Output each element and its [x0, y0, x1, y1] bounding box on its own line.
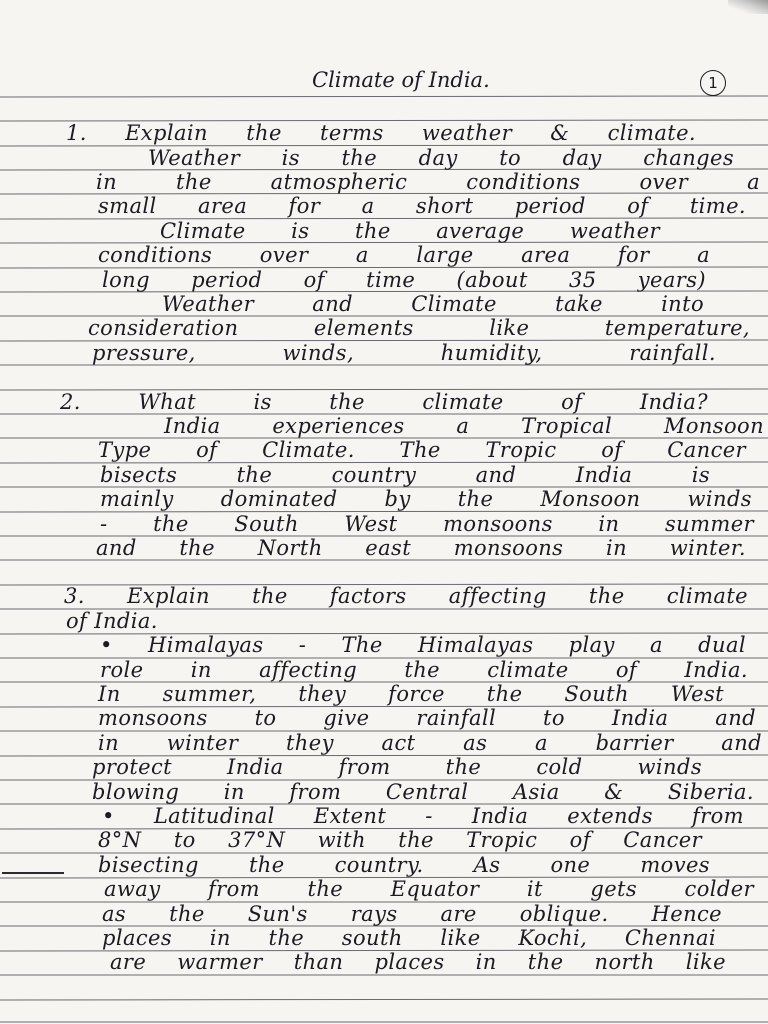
text-line: of India.: [66, 609, 158, 633]
text-line: places in the south like Kochi, Chennai: [102, 926, 716, 950]
text-line: away from the Equator it gets colder: [104, 877, 754, 901]
bullet-himalayas: • Himalayas - The Himalayas play a dual: [100, 633, 746, 657]
text-line: - the South West monsoons in summer: [100, 512, 754, 536]
text-line: bisects the country and India is: [100, 463, 710, 487]
text-line: 8°N to 37°N with the Tropic of Cancer: [98, 828, 702, 852]
question-2: 2. What is the climate of India?: [60, 390, 708, 414]
question-3: 3. Explain the factors affecting the climate: [64, 584, 748, 608]
text-line: small area for a short period of time.: [98, 194, 746, 218]
bullet-latitudinal-extent: • Latitudinal Extent - India extends from: [102, 804, 744, 828]
text-line: and the North east monsoons in winter.: [96, 536, 746, 560]
text-line: as the Sun's rays are oblique. Hence: [102, 902, 722, 926]
text-line: Weather is the day to day changes: [148, 146, 734, 170]
text-line: conditions over a large area for a: [98, 243, 710, 267]
text-line: India experiences a Tropical Monsoon: [164, 414, 764, 438]
text-line: in winter they act as a barrier and: [98, 731, 762, 755]
text-line: blowing in from Central Asia & Siberia.: [92, 780, 754, 804]
text-line: consideration elements like temperature,: [88, 316, 750, 340]
text-line: are warmer than places in the north like: [110, 950, 726, 974]
text-line: mainly dominated by the Monsoon winds: [100, 487, 752, 511]
text-line: pressure, winds, humidity, rainfall.: [92, 341, 716, 365]
question-1: 1. Explain the terms weather & climate.: [66, 121, 696, 145]
text-line: Climate is the average weather: [160, 219, 660, 243]
page-number-circle: 1: [700, 70, 726, 96]
text-line: bisecting the country. As one moves: [98, 853, 710, 877]
text-line: in the atmospheric conditions over a: [96, 170, 760, 194]
text-line: long period of time (about 35 years): [102, 268, 706, 292]
text-line: Weather and Climate take into: [162, 292, 704, 316]
text-line: role in affecting the climate of India.: [100, 658, 748, 682]
text-line: Type of Climate. The Tropic of Cancer: [98, 438, 746, 462]
text-line: protect India from the cold winds: [92, 755, 702, 779]
page-corner-shadow: [728, 0, 768, 14]
page-title: Climate of India.: [312, 68, 490, 92]
margin-pen-mark: [2, 872, 64, 874]
text-line: In summer, they force the South West: [98, 682, 724, 706]
text-line: monsoons to give rainfall to India and: [98, 706, 756, 730]
